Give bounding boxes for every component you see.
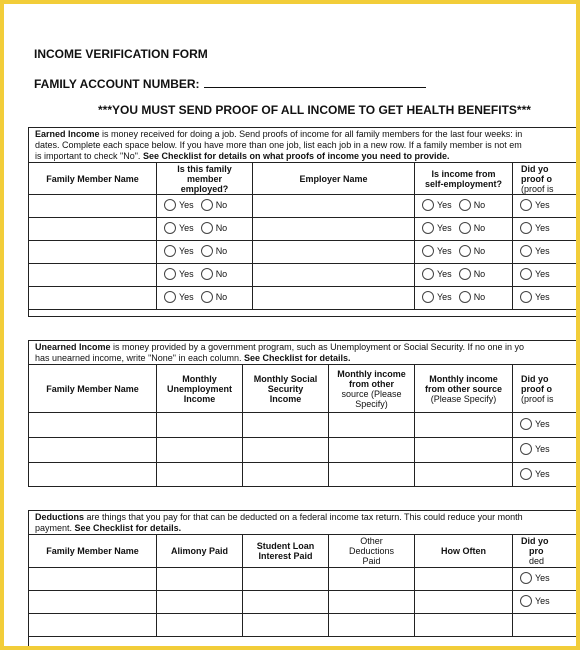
col-family-member: Family Member Name (29, 163, 157, 195)
yes-radio[interactable]: Yes (164, 268, 194, 280)
deductions-intro: Deductions are things that you pay for that can be deducted on a federal income tax return. This could reduce your month payment. See Checklist for details. (35, 512, 523, 533)
yes-radio[interactable]: Yes (422, 291, 452, 303)
unearned-income-table (28, 364, 576, 487)
other-source-2-cell[interactable] (415, 463, 513, 488)
col-student-loan: Student Loan Interest Paid (243, 535, 329, 568)
other-source-cell[interactable] (329, 438, 415, 463)
yes-radio[interactable]: Yes (520, 595, 550, 607)
col-other-deductions: Other Deductions Paid (329, 535, 415, 568)
radio-circle-icon[interactable] (520, 572, 532, 584)
radio-circle-icon[interactable] (459, 291, 471, 303)
table-row (29, 241, 577, 264)
radio-circle-icon[interactable] (520, 291, 532, 303)
yes-radio[interactable]: Yes (520, 468, 550, 480)
radio-circle-icon[interactable] (164, 291, 176, 303)
col-employed: Is this family member employed? (157, 163, 253, 195)
table-row (29, 614, 577, 637)
proof-cell (513, 591, 577, 614)
family-member-cell[interactable] (29, 568, 157, 591)
radio-circle-icon[interactable] (201, 291, 213, 303)
radio-circle-icon[interactable] (459, 199, 471, 211)
radio-circle-icon[interactable] (164, 222, 176, 234)
col-family-member: Family Member Name (29, 365, 157, 413)
other-deductions-cell[interactable] (329, 591, 415, 614)
yes-radio[interactable]: Yes (520, 572, 550, 584)
social-security-cell[interactable] (243, 438, 329, 463)
proof-cell (513, 241, 577, 264)
employed-cell (157, 218, 253, 241)
self-employment-cell (415, 287, 513, 310)
radio-circle-icon[interactable] (520, 222, 532, 234)
earned-intro: Earned Income is money received for doing a job. Send proofs of income for all family members for the last four weeks: in dates. Complete each space below. If you have more than one job, list each job in a new row. If a family member is not em is important to check "No". See Checklist for details on what proofs of income you need to provide. (35, 129, 523, 161)
no-radio[interactable]: No (201, 199, 228, 211)
other-deductions-cell[interactable] (329, 568, 415, 591)
radio-circle-icon[interactable] (201, 222, 213, 234)
proof-cell (513, 287, 577, 310)
family-member-cell[interactable] (29, 195, 157, 218)
family-member-cell[interactable] (29, 438, 157, 463)
no-radio[interactable]: No (201, 245, 228, 257)
employer-cell[interactable] (253, 264, 415, 287)
radio-circle-icon[interactable] (520, 468, 532, 480)
deductions-table (28, 534, 576, 637)
yes-radio[interactable]: Yes (520, 222, 550, 234)
proof-cell (513, 413, 577, 438)
radio-circle-icon[interactable] (422, 268, 434, 280)
radio-circle-icon[interactable] (164, 199, 176, 211)
radio-circle-icon[interactable] (459, 268, 471, 280)
proof-cell (513, 614, 577, 637)
account-number-field[interactable] (34, 76, 426, 91)
col-other-source-2: Monthly income from other source (Please Specify) (415, 365, 513, 413)
unearned-income-section (28, 340, 576, 487)
deductions-section (28, 510, 576, 646)
form-page (4, 4, 576, 646)
table-row (29, 463, 577, 488)
alimony-cell[interactable] (157, 614, 243, 637)
other-source-cell[interactable] (329, 463, 415, 488)
family-member-cell[interactable] (29, 614, 157, 637)
student-loan-cell[interactable] (243, 591, 329, 614)
yes-radio[interactable]: Yes (520, 291, 550, 303)
yes-radio[interactable]: Yes (164, 199, 194, 211)
employed-cell (157, 287, 253, 310)
family-member-cell[interactable] (29, 287, 157, 310)
yes-radio[interactable]: Yes (422, 222, 452, 234)
account-label: FAMILY ACCOUNT NUMBER: (34, 77, 200, 91)
no-radio[interactable]: No (459, 268, 486, 280)
col-how-often: How Often (415, 535, 513, 568)
col-proof: Did yo proof o (proof is (513, 365, 577, 413)
employer-cell[interactable] (253, 241, 415, 264)
radio-circle-icon[interactable] (459, 245, 471, 257)
family-member-cell[interactable] (29, 463, 157, 488)
radio-circle-icon[interactable] (422, 199, 434, 211)
unemployment-cell[interactable] (157, 438, 243, 463)
radio-circle-icon[interactable] (422, 245, 434, 257)
social-security-cell[interactable] (243, 413, 329, 438)
radio-circle-icon[interactable] (520, 268, 532, 280)
yes-radio[interactable]: Yes (520, 199, 550, 211)
proof-cell (513, 218, 577, 241)
employer-cell[interactable] (253, 287, 415, 310)
yes-radio[interactable]: Yes (520, 245, 550, 257)
yes-radio[interactable]: Yes (422, 245, 452, 257)
table-row (29, 413, 577, 438)
proof-notice: ***YOU MUST SEND PROOF OF ALL INCOME TO GET HEALTH BENEFITS*** (98, 103, 531, 117)
employed-cell (157, 241, 253, 264)
other-source-2-cell[interactable] (415, 438, 513, 463)
proof-cell (513, 438, 577, 463)
table-row (29, 568, 577, 591)
no-radio[interactable]: No (201, 268, 228, 280)
other-source-cell[interactable] (329, 413, 415, 438)
yes-radio[interactable]: Yes (164, 245, 194, 257)
table-row (29, 195, 577, 218)
no-radio[interactable]: No (201, 222, 228, 234)
no-radio[interactable]: No (201, 291, 228, 303)
earned-income-table (28, 162, 576, 310)
proof-cell (513, 264, 577, 287)
alimony-cell[interactable] (157, 591, 243, 614)
col-social-security: Monthly Social Security Income (243, 365, 329, 413)
radio-circle-icon[interactable] (520, 245, 532, 257)
radio-circle-icon[interactable] (422, 222, 434, 234)
no-radio[interactable]: No (459, 291, 486, 303)
how-often-cell[interactable] (415, 591, 513, 614)
col-self-employment: Is income from self-employment? (415, 163, 513, 195)
employed-cell (157, 264, 253, 287)
col-alimony: Alimony Paid (157, 535, 243, 568)
table-row (29, 218, 577, 241)
yes-radio[interactable]: Yes (422, 268, 452, 280)
no-radio[interactable]: No (459, 245, 486, 257)
table-row (29, 264, 577, 287)
self-employment-cell (415, 264, 513, 287)
col-proof: Did yo proof o (proof is (513, 163, 577, 195)
proof-cell (513, 463, 577, 488)
how-often-cell[interactable] (415, 568, 513, 591)
radio-circle-icon[interactable] (201, 268, 213, 280)
family-member-cell[interactable] (29, 264, 157, 287)
unemployment-cell[interactable] (157, 463, 243, 488)
radio-circle-icon[interactable] (520, 199, 532, 211)
employed-cell (157, 195, 253, 218)
account-number-line[interactable] (204, 76, 426, 88)
radio-circle-icon[interactable] (459, 222, 471, 234)
other-deductions-cell[interactable] (329, 614, 415, 637)
how-often-cell[interactable] (415, 614, 513, 637)
table-row (29, 287, 577, 310)
radio-circle-icon[interactable] (422, 291, 434, 303)
radio-circle-icon[interactable] (164, 245, 176, 257)
employer-cell[interactable] (253, 195, 415, 218)
family-member-cell[interactable] (29, 218, 157, 241)
employer-cell[interactable] (253, 218, 415, 241)
unemployment-cell[interactable] (157, 413, 243, 438)
proof-cell (513, 568, 577, 591)
yes-radio[interactable]: Yes (164, 222, 194, 234)
yes-radio[interactable]: Yes (164, 291, 194, 303)
form-title: INCOME VERIFICATION FORM (34, 47, 208, 61)
col-family-member: Family Member Name (29, 535, 157, 568)
self-employment-cell (415, 241, 513, 264)
earned-income-section (28, 127, 576, 317)
other-source-2-cell[interactable] (415, 413, 513, 438)
yes-radio[interactable]: Yes (422, 199, 452, 211)
student-loan-cell[interactable] (243, 568, 329, 591)
yes-radio[interactable]: Yes (520, 418, 550, 430)
col-unemployment: Monthly Unemployment Income (157, 365, 243, 413)
family-member-cell[interactable] (29, 413, 157, 438)
proof-cell (513, 195, 577, 218)
radio-circle-icon[interactable] (520, 418, 532, 430)
col-other-source: Monthly income from other source (Please Specify) (329, 365, 415, 413)
radio-circle-icon[interactable] (520, 443, 532, 455)
alimony-cell[interactable] (157, 568, 243, 591)
self-employment-cell (415, 195, 513, 218)
yes-radio[interactable]: Yes (520, 268, 550, 280)
unearned-intro: Unearned Income is money provided by a government program, such as Unemployment or Social Security. If no one in yo has unearned income, write "None" in each column. See Checklist for details. (35, 342, 525, 363)
radio-circle-icon[interactable] (201, 245, 213, 257)
family-member-cell[interactable] (29, 591, 157, 614)
no-radio[interactable]: No (459, 199, 486, 211)
radio-circle-icon[interactable] (520, 595, 532, 607)
table-row (29, 438, 577, 463)
student-loan-cell[interactable] (243, 614, 329, 637)
table-row (29, 591, 577, 614)
yes-radio[interactable]: Yes (520, 443, 550, 455)
family-member-cell[interactable] (29, 241, 157, 264)
col-employer: Employer Name (253, 163, 415, 195)
social-security-cell[interactable] (243, 463, 329, 488)
radio-circle-icon[interactable] (164, 268, 176, 280)
col-proof: Did yo pro ded (513, 535, 577, 568)
radio-circle-icon[interactable] (201, 199, 213, 211)
no-radio[interactable]: No (459, 222, 486, 234)
self-employment-cell (415, 218, 513, 241)
